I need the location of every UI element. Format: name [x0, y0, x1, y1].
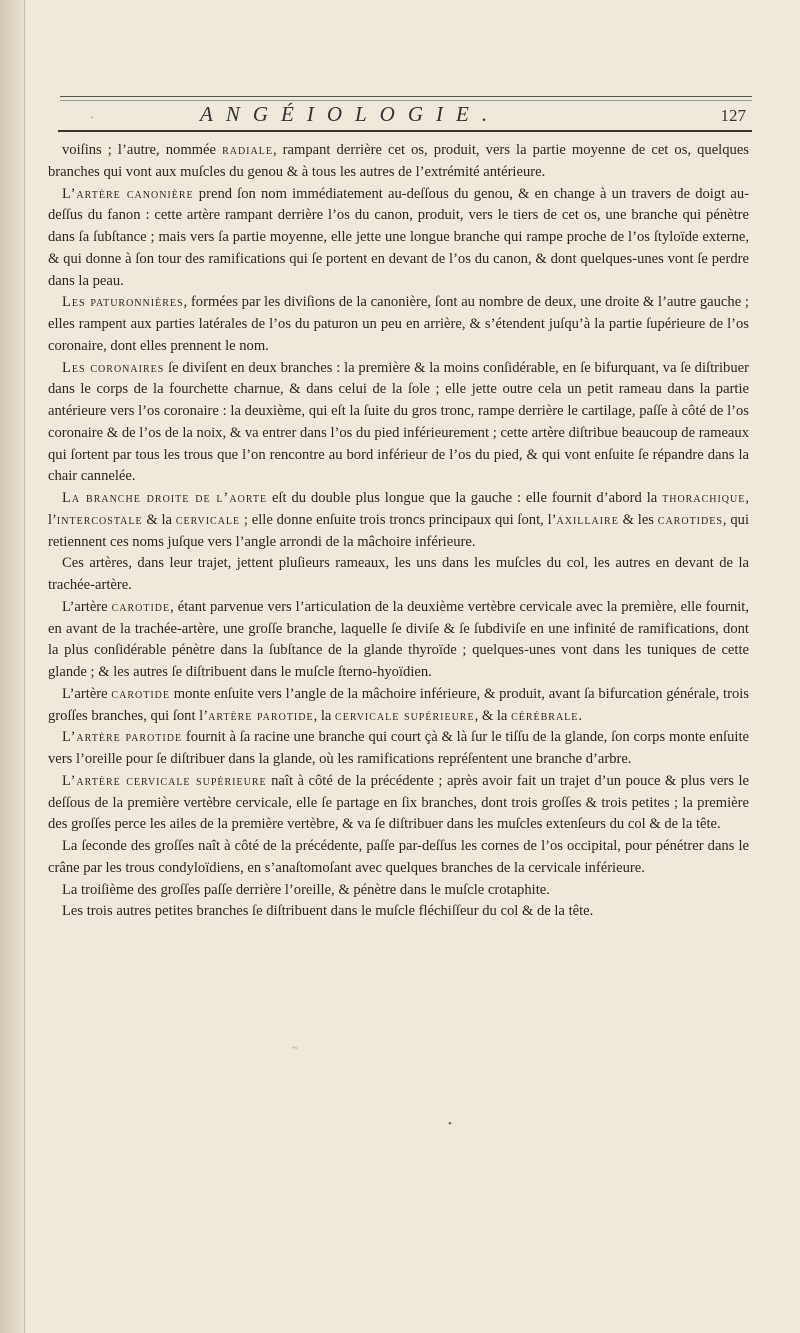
- paragraph: [48, 771, 749, 836]
- small-caps-term: radiale: [222, 142, 273, 158]
- text-run: Ces artères, dans leur trajet, jettent pluſieurs rameaux, les uns dans les muſcles du col, les autres en devant de la trachée-artère.: [48, 555, 749, 593]
- text-run: , qui retiennent ces noms juſque vers l’angle arrondi de la mâchoire inférieure.: [48, 511, 749, 550]
- paragraph: [48, 727, 749, 771]
- text-run: eſt du double plus longue que la gauche : elle fournit d’abord la: [267, 490, 663, 506]
- small-caps-term: carotides: [657, 511, 723, 528]
- paragraph: [48, 292, 749, 357]
- text-run: naît à côté de la précédente ; après avoir fait un trajet d’un pouce & plus vers le deſſous de la première vertèbre cervicale, elle ſe partage en ſix branches, dont trois groſſes & trois petites ; la première des groſſes perce les ailes de la première vertèbre, & va ſe diſtribuer dans les muſcles extenſeurs du col & de la tête.: [48, 772, 749, 833]
- small-caps-term: intercostale: [56, 511, 143, 528]
- text-run: & les: [618, 511, 658, 528]
- paragraph: [48, 880, 749, 902]
- paragraph: [48, 901, 749, 923]
- text-run: L’artère: [62, 685, 112, 702]
- text-run: .: [578, 707, 583, 724]
- paragraph: [48, 836, 749, 880]
- small-caps-term: Les paturonnières: [62, 294, 184, 311]
- text-run: & la: [142, 511, 176, 528]
- text-run: ; elle donne enſuite trois troncs principaux qui ſont, l’: [240, 511, 557, 528]
- header-rule-top-thin: [60, 100, 752, 101]
- small-caps-term: artère parotide: [208, 707, 314, 724]
- text-run: voiſins ; l’autre, nommée: [62, 142, 223, 158]
- small-caps-term: thorachique: [662, 490, 746, 506]
- text-run: , & la: [474, 707, 512, 724]
- text-run: La ſeconde des groſſes naît à côté de la précédente, paſſe par-deſſus les cornes de l’os occipital, pour pénétrer dans le crâne par les trous condyloïdiens, en s’anaſtomoſant avec quelques branches de la cervicale inférieure.: [48, 838, 749, 876]
- small-caps-term: cervicale supérieure: [335, 707, 475, 724]
- text-run: , l’: [48, 490, 749, 528]
- paragraph: [48, 597, 749, 684]
- text-run: monte enſuite vers l’angle de la mâchoire inférieure, & produit, avant ſa bifurcation générale, trois groſſes branches, qui ſont l’: [48, 685, 749, 724]
- small-caps-term: cervicale: [175, 511, 241, 528]
- small-caps-term: carotide: [111, 598, 171, 615]
- text-run: ſe diviſent en deux branches : la première & la moins conſidérable, en ſe bifurquant, va ſe diſtribuer dans le corps de la fourchette charnue, & dans celui de la ſole ; elle jette outre cela un petit rameau dans la partie antérieure vers l’os coronaire : la deuxième, qui eſt la ſuite du gros tronc, rampe derrière le cartilage, paſſe à côté de l’os coronaire & de l’os de la noix, & va entrer dans l’os du pied inférieurement ; cette artère diſtribue beaucoup de rameaux qui ſortent par tous les trous que l’on rencontre au bord inférieur de l’os du pied, & qui vont enſuite ſe répandre dans la chair cannelée.: [48, 359, 749, 485]
- header-dot: ·: [90, 110, 94, 124]
- page-number: 127: [720, 106, 746, 125]
- text-run: Les trois autres petites branches ſe diſtribuent dans le muſcle fléchiſſeur du col & de la tête.: [62, 903, 594, 920]
- running-title: ANGÉIOLOGIE.: [200, 102, 501, 126]
- ink-speck: •: [448, 1118, 452, 1130]
- text-run: , étant parvenue vers l’articulation de la deuxième vertèbre cervicale avec la première, elle fournit, en avant de la trachée-artère, une groſſe branche, laquelle ſe diviſe & ſe ſubdiviſe en une infinité de ramifications, dont la plus conſidérable pénètre dans la ſubſtance de la glande thyroïde ; quelques-unes vont dans les tuniques de cette glande ; & les autres ſe diſtribuent dans le muſcle ſterno-hyoïdien.: [48, 598, 749, 680]
- paragraph: [48, 140, 749, 184]
- text-run: , la: [313, 707, 336, 724]
- small-caps-term: L’artère canonière: [62, 185, 194, 202]
- text-run: prend ſon nom immédiatement au-deſſous du genou, & en change à un travers de doigt au-deſſus du fanon : cette artère rampant derrière l’os du canon, produit, vers le tiers de cet os, une branche qui pénètre dans ſa ſubſtance ; mais vers ſa partie moyenne, elle jette une longue branche qui rampe proche de l’os ſtyloïde externe, & qui donne à ſon tour des ramifications qui ſe portent en devant de l’os du canon, & dont quelques-unes vont ſe perdre dans la peau.: [48, 185, 749, 289]
- body-text: [48, 140, 749, 923]
- text-run: , rampant derrière cet os, produit, vers la partie moyenne de cet os, quelques branches qui vont aux muſcles du genou & à tous les autres de l’extrémité antérieure.: [48, 142, 749, 180]
- paragraph: [48, 358, 749, 489]
- header-rule-top: [60, 96, 752, 97]
- paragraph: [48, 684, 749, 728]
- text-run: La troiſième des groſſes paſſe derrière l’oreille, & pénètre dans le muſcle crotaphite.: [62, 881, 550, 898]
- paragraph: [48, 553, 749, 597]
- small-caps-term: L’artère parotide: [62, 729, 183, 746]
- page-header: [40, 88, 752, 132]
- small-caps-term: L’artère cervicale supérieure: [62, 772, 267, 789]
- text-run: L’artère: [62, 598, 112, 615]
- small-caps-term: axillaire: [556, 511, 619, 528]
- header-rule-bottom: [58, 130, 752, 132]
- paper-mark: ~: [292, 1042, 298, 1054]
- binding-edge: [24, 0, 25, 1333]
- small-caps-term: cérébrale: [511, 707, 579, 724]
- text-run: fournit à ſa racine une branche qui court çà & là ſur le tiſſu de la glande, ſon corps monte enſuite vers l’oreille pour ſe diſtribuer dans la glande, où les ramifications repréſentent une branche d’arbre.: [48, 729, 749, 767]
- small-caps-term: La branche droite de l’aorte: [62, 490, 268, 506]
- text-run: , formées par les diviſions de la canonière, ſont au nombre de deux, une droite & l’autre gauche ; elles rampent aux parties latérales de l’os du paturon un peu en arrière, & s’étendent juſqu’à la partie ſupérieure de l’os coronaire, dont elles prennent le nom.: [48, 294, 749, 354]
- page-gutter: [0, 0, 26, 1333]
- small-caps-term: Les coronaires: [62, 359, 165, 376]
- small-caps-term: carotide: [111, 685, 170, 702]
- paragraph: [48, 184, 749, 293]
- paragraph: [48, 488, 749, 553]
